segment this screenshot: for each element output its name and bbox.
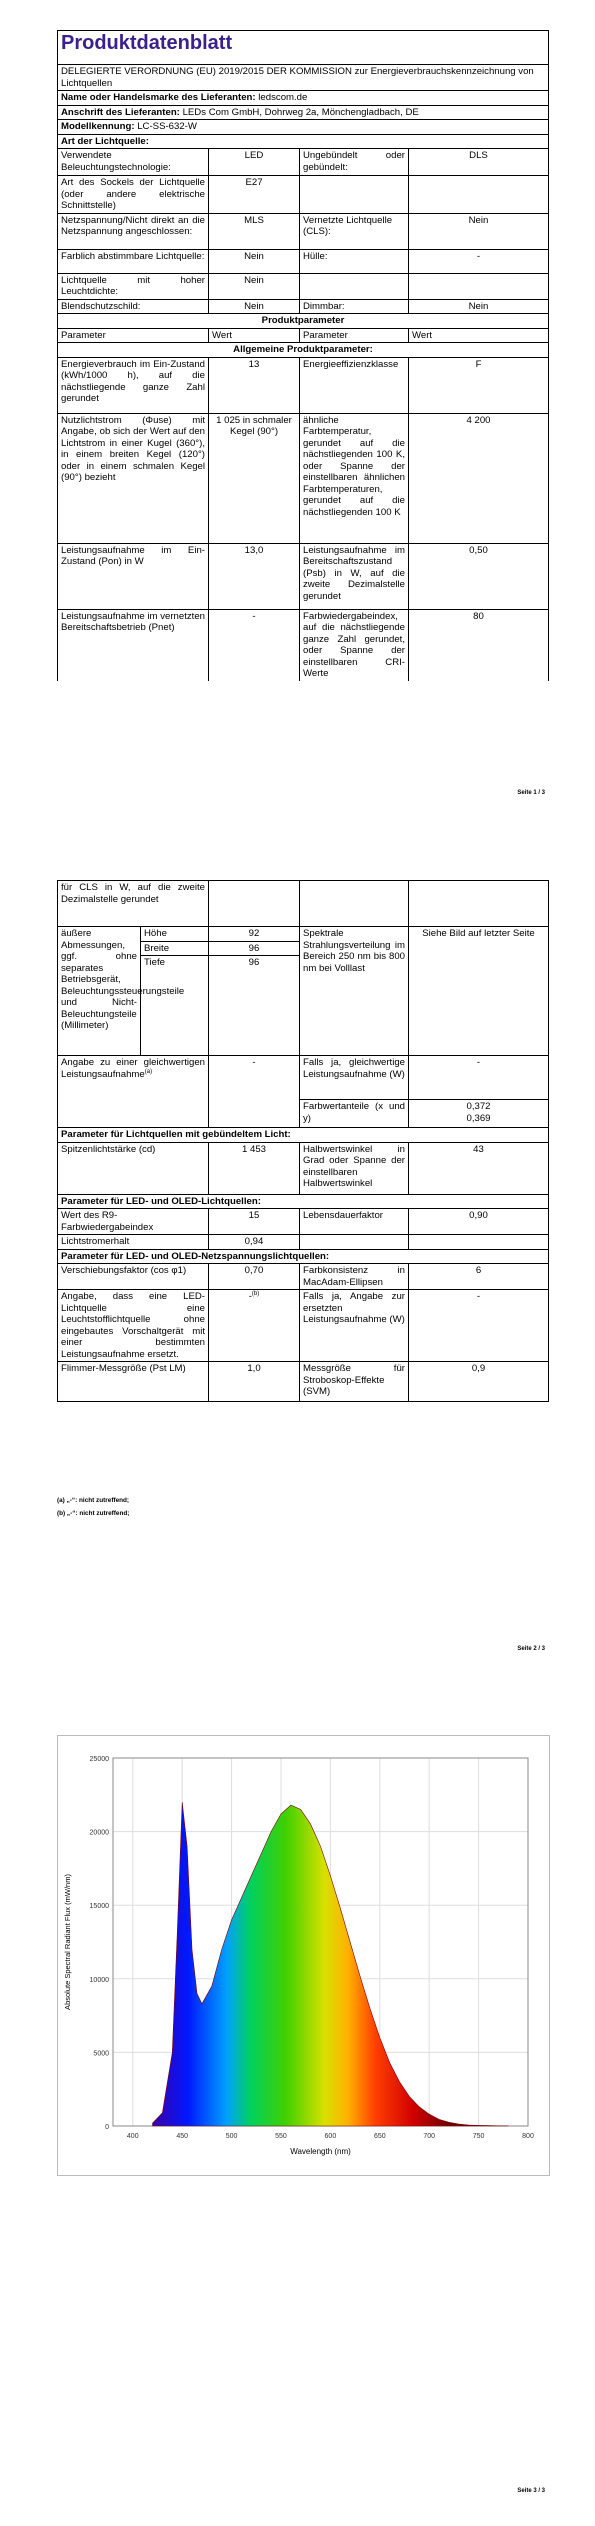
column-header-value: Wert [409,328,549,343]
supplier-address-value: LEDs Com GmbH, Dohrweg 2a, Mönchengladbach, DE [182,106,419,118]
type-value: Nein [209,299,300,314]
param-label: Farbwiedergabeindex, auf die nächstliegende ganze Zahl gerundet, oder Spanne der einstellbaren CRI-Werte [300,609,409,681]
replace-value: - [248,1291,252,1303]
led-params-header: Parameter für LED- und OLED-Lichtquellen: [58,1194,549,1209]
column-header-parameter: Parameter [58,328,209,343]
param-value: 80 [409,609,549,681]
type-label: Vernetzte Lichtquelle (CLS): [300,213,409,249]
column-header-value: Wert [209,328,300,343]
regulation-text: DELEGIERTE VERORDNUNG (EU) 2019/2015 DER KOMMISSION zur Energieverbrauchskennzeichnung von Lichtquellen [58,65,549,91]
param-value: 1,0 [209,1362,300,1402]
type-value: Nein [409,299,549,314]
x-tick-label: 450 [176,2133,189,2140]
type-value: MLS [209,213,300,249]
supplier-name-value: ledscom.de [258,92,308,103]
column-header-parameter: Parameter [300,328,409,343]
supplier-address-row [58,105,549,120]
param-value: 0,90 [409,1209,549,1235]
supplier-name-label: Name oder Handelsmarke des Lieferanten: [61,92,256,103]
param-label: Farbkonsistenz in MacAdam-Ellipsen [300,1264,409,1290]
light-source-type-header: Art der Lichtquelle: [58,134,549,149]
height-value: 92 [209,927,300,942]
type-value: Nein [409,213,549,249]
param-label: Lebensdauerfaktor [300,1209,409,1235]
y-tick-label: 0 [105,2124,109,2131]
type-label: Verwendete Beleuchtungstechnologie: [58,149,209,176]
type-value [409,273,549,299]
type-label: Ungebündelt oder gebündelt: [300,149,409,176]
param-value: 13 [209,357,300,413]
type-label: Art des Sockels der Lichtquelle (oder andere elektrische Schnittstelle) [58,176,209,214]
x-tick-label: 700 [423,2133,436,2140]
y-tick-label: 25000 [89,1756,109,1763]
param-label: Flimmer-Messgröße (Pst LM) [58,1362,209,1402]
param-label: Spitzenlichtstärke (cd) [58,1142,209,1194]
param-value: 6 [409,1264,549,1290]
x-axis-label: Wavelength (nm) [290,2147,351,2156]
type-label: Farblich abstimmbare Lichtquelle: [58,249,209,273]
model-row [58,120,549,135]
type-value: DLS [409,149,549,176]
depth-value: 96 [209,956,300,1056]
equivalent-watt-label: Falls ja, gleichwertige Leistungsaufnahme (W) [300,1056,409,1100]
equivalent-watt-value: - [409,1056,549,1100]
footnote-a: (a) „-“: nicht zutreffend; [57,1497,130,1504]
param-label: Lichtstromerhalt [58,1235,209,1250]
cri-continued [300,881,409,927]
param-value: 1 453 [209,1142,300,1194]
param-value: 0,94 [209,1235,300,1250]
page-number: Seite 1 / 3 [517,790,545,796]
product-params-header: Produktparameter [58,314,549,329]
type-label: Netzspannung/Nicht direkt an die Netzspannung angeschlossen: [58,213,209,249]
page-number: Seite 3 / 3 [517,2488,545,2494]
param-label: Falls ja, Angabe zur ersetzten Leistungsaufnahme (W) [300,1290,409,1362]
y-tick-label: 5000 [93,2050,109,2058]
supplier-address-label: Anschrift des Lieferanten: [61,106,180,118]
spectrum-chart [58,1736,549,2175]
param-label: Halbwertswinkel in Grad oder Spanne der einstellbaren Halbwertswinkel [300,1142,409,1194]
param-value: 0,50 [409,543,549,609]
model-value: LC-SS-632-W [137,121,197,132]
x-tick-label: 550 [275,2133,287,2140]
width-label: Breite [141,941,209,956]
mains-params-header: Parameter für LED- und OLED-Netzspannungslichtquellen: [58,1249,549,1264]
spectral-value: Siehe Bild auf letzter Seite [409,927,549,1056]
param-label: für CLS in W, auf die zweite Dezimalstelle gerundet [58,881,209,927]
param-value: -$^{(b)}$ [209,1290,300,1362]
datasheet-table-page1 [57,30,549,681]
dimensions-label: äußere Abmessungen, ggf. ohne separates Betriebsgerät, Beleuchtungssteuerungsteile und Nicht-Beleuchtungsteile (Millimeter) [58,927,141,1056]
type-value: Nein [209,249,300,273]
x-tick-label: 750 [472,2133,485,2140]
param-value: 0,9 [409,1362,549,1402]
y-axis-label: Absolute Spectral Radiant Flux (mW/nm) [63,1874,72,2010]
width-value: 96 [209,941,300,956]
param-value: - [409,1290,549,1362]
chromaticity-value [409,1100,549,1128]
y-tick-label: 15000 [89,1903,109,1911]
param-value: 4 200 [409,413,549,543]
dls-params-header: Parameter für Lichtquellen mit gebündeltem Licht: [58,1128,549,1143]
type-value: E27 [209,176,300,214]
type-value: Nein [209,273,300,299]
type-label [300,176,409,214]
param-value: 1 025 in schmaler Kegel (90°) [209,413,300,543]
y-tick-label: 10000 [89,1976,109,1984]
datasheet-table-page2 [57,880,549,1402]
param-value: 15 [209,1209,300,1235]
type-value: LED [209,149,300,176]
param-label: Angabe, dass eine LED-Lichtquelle eine Leuchtstofflichtquelle ohne eingebautes Vorschaltgerät mit einer bestimmten Leistungsaufnahme ersetzt. [58,1290,209,1362]
type-value: - [409,249,549,273]
height-label: Höhe [141,927,209,942]
equivalent-power-value: - [209,1056,300,1128]
general-params-header: Allgemeine Produktparameter: [58,343,549,358]
type-value [409,176,549,214]
chromaticity-y: 0,369 [466,1112,491,1124]
depth-label: Tiefe [141,956,209,1056]
param-label: Leistungsaufnahme im vernetzten Bereitschaftsbetrieb (Pnet) [58,609,209,681]
param-value: 43 [409,1142,549,1194]
param-label: Energieeffizienzklasse [300,357,409,413]
param-label: Leistungsaufnahme im Bereitschaftszustand (Psb) in W, auf die zweite Dezimalstelle gerundet [300,543,409,609]
param-label: Leistungsaufnahme im Ein-Zustand (Pon) in W [58,543,209,609]
equivalent-power-label: Angabe zu einer gleichwertigen Leistungsaufnahme$^{(a)}$ [58,1056,209,1128]
type-label: Lichtquelle mit hoher Leuchtdichte: [58,273,209,299]
param-label: Nutzlichtstrom (Φuse) mit Angabe, ob sich der Wert auf den Lichtstrom in einer Kugel (360°), in einem breiten Kegel (120°) oder in einem schmalen Kegel (90°) bezieht [58,413,209,543]
footnote-b: (b) „-“: nicht zutreffend; [57,1510,130,1517]
type-label: Hülle: [300,249,409,273]
x-tick-label: 600 [324,2133,337,2140]
type-label [300,273,409,299]
spectral-label: Spektrale Strahlungsverteilung im Bereich 250 nm bis 800 nm bei Volllast [300,927,409,1056]
document-title: Produktdatenblatt [58,31,549,65]
param-label: Verschiebungsfaktor (cos φ1) [58,1264,209,1290]
equivalent-power-text: Angabe zu einer gleichwertigen Leistungsaufnahme [61,1057,205,1080]
x-tick-label: 800 [522,2133,534,2140]
type-label: Dimmbar: [300,299,409,314]
chromaticity-x: 0,372 [466,1101,491,1112]
spectrum-chart-frame [57,1735,550,2176]
param-value: 0,70 [209,1264,300,1290]
param-value: - [209,609,300,681]
param-label: Energieverbrauch im Ein-Zustand (kWh/1000 h), auf die nächstliegende ganze Zahl gerundet [58,357,209,413]
x-tick-label: 650 [373,2133,386,2140]
chromaticity-label: Farbwertanteile (x und y) [300,1100,409,1128]
x-tick-label: 400 [126,2133,139,2140]
model-label: Modellkennung: [61,121,135,132]
param-value: 13,0 [209,543,300,609]
page-number: Seite 2 / 3 [517,1646,545,1652]
y-tick-label: 20000 [89,1829,109,1837]
type-label: Blendschutzschild: [58,299,209,314]
supplier-name-row [58,91,549,106]
param-label: ähnliche Farbtemperatur, gerundet auf die nächstliegenden 100 K, oder Spanne der einstellbaren ähnlichen Farbtemperaturen, gerundet auf die nächstliegenden 100 K [300,413,409,543]
param-label: Messgröße für Stroboskop-Effekte (SVM) [300,1362,409,1402]
param-value: F [409,357,549,413]
x-tick-label: 500 [225,2133,238,2140]
param-label: Wert des R9-Farbwiedergabeindex [58,1209,209,1235]
